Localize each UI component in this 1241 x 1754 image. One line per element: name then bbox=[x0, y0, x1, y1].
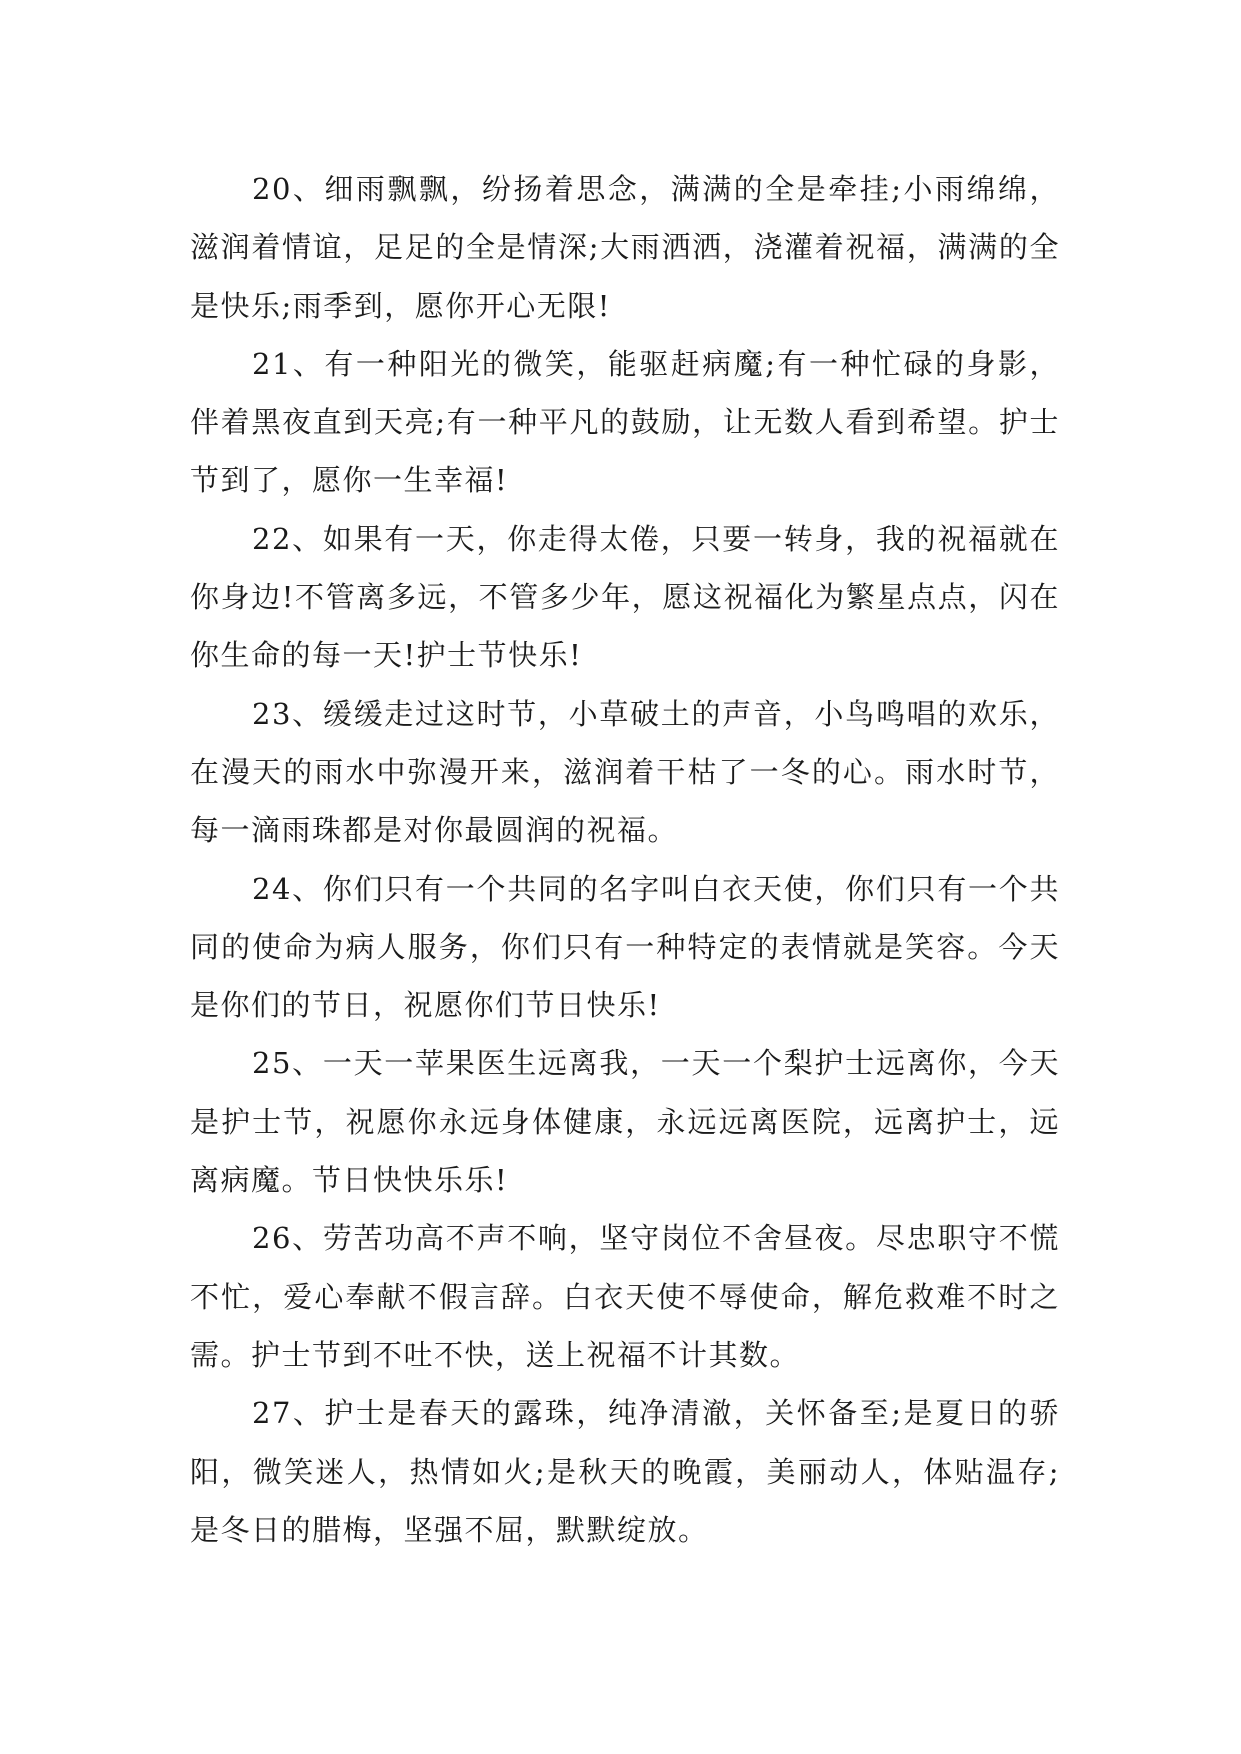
paragraph-24: 24、你们只有一个共同的名字叫白衣天使，你们只有一个共同的使命为病人服务，你们只有一种特定的表情就是笑容。今天是你们的节日，祝愿你们节日快乐! bbox=[190, 871, 1060, 1023]
paragraph-26: 26、劳苦功高不声不响，坚守岗位不舍昼夜。尽忠职守不慌不忙，爱心奉献不假言辞。白衣天使不辱使命，解危救难不时之需。护士节到不吐不快，送上祝福不计其数。 bbox=[190, 1221, 1060, 1372]
paragraph-21: 21、有一种阳光的微笑，能驱赶病魔;有一种忙碌的身影，伴着黑夜直到天亮;有一种平凡的鼓励，让无数人看到希望。护士节到了，愿你一生幸福! bbox=[190, 346, 1060, 498]
paragraph-23: 23、缓缓走过这时节，小草破土的声音，小鸟鸣唱的欢乐，在漫天的雨水中弥漫开来，滋润着干枯了一冬的心。雨水时节，每一滴雨珠都是对你最圆润的祝福。 bbox=[190, 696, 1060, 848]
paragraph-20: 20、细雨飘飘，纷扬着思念，满满的全是牵挂;小雨绵绵，滋润着情谊，足足的全是情深;大雨洒洒，浇灌着祝福，满满的全是快乐;雨季到，愿你开心无限! bbox=[190, 172, 1060, 323]
document-body bbox=[190, 160, 1060, 1559]
paragraph-22: 22、如果有一天，你走得太倦，只要一转身，我的祝福就在你身边!不管离多远，不管多少年，愿这祝福化为繁星点点，闪在你生命的每一天!护士节快乐! bbox=[190, 521, 1060, 673]
paragraph-27: 27、护士是春天的露珠，纯净清澈，关怀备至;是夏日的骄阳，微笑迷人，热情如火;是秋天的晚霞，美丽动人，体贴温存;是冬日的腊梅，坚强不屈，默默绽放。 bbox=[190, 1396, 1060, 1547]
paragraph-25: 25、一天一苹果医生远离我，一天一个梨护士远离你，今天是护士节，祝愿你永远身体健康，永远远离医院，远离护士，远离病魔。节日快快乐乐! bbox=[190, 1046, 1060, 1198]
